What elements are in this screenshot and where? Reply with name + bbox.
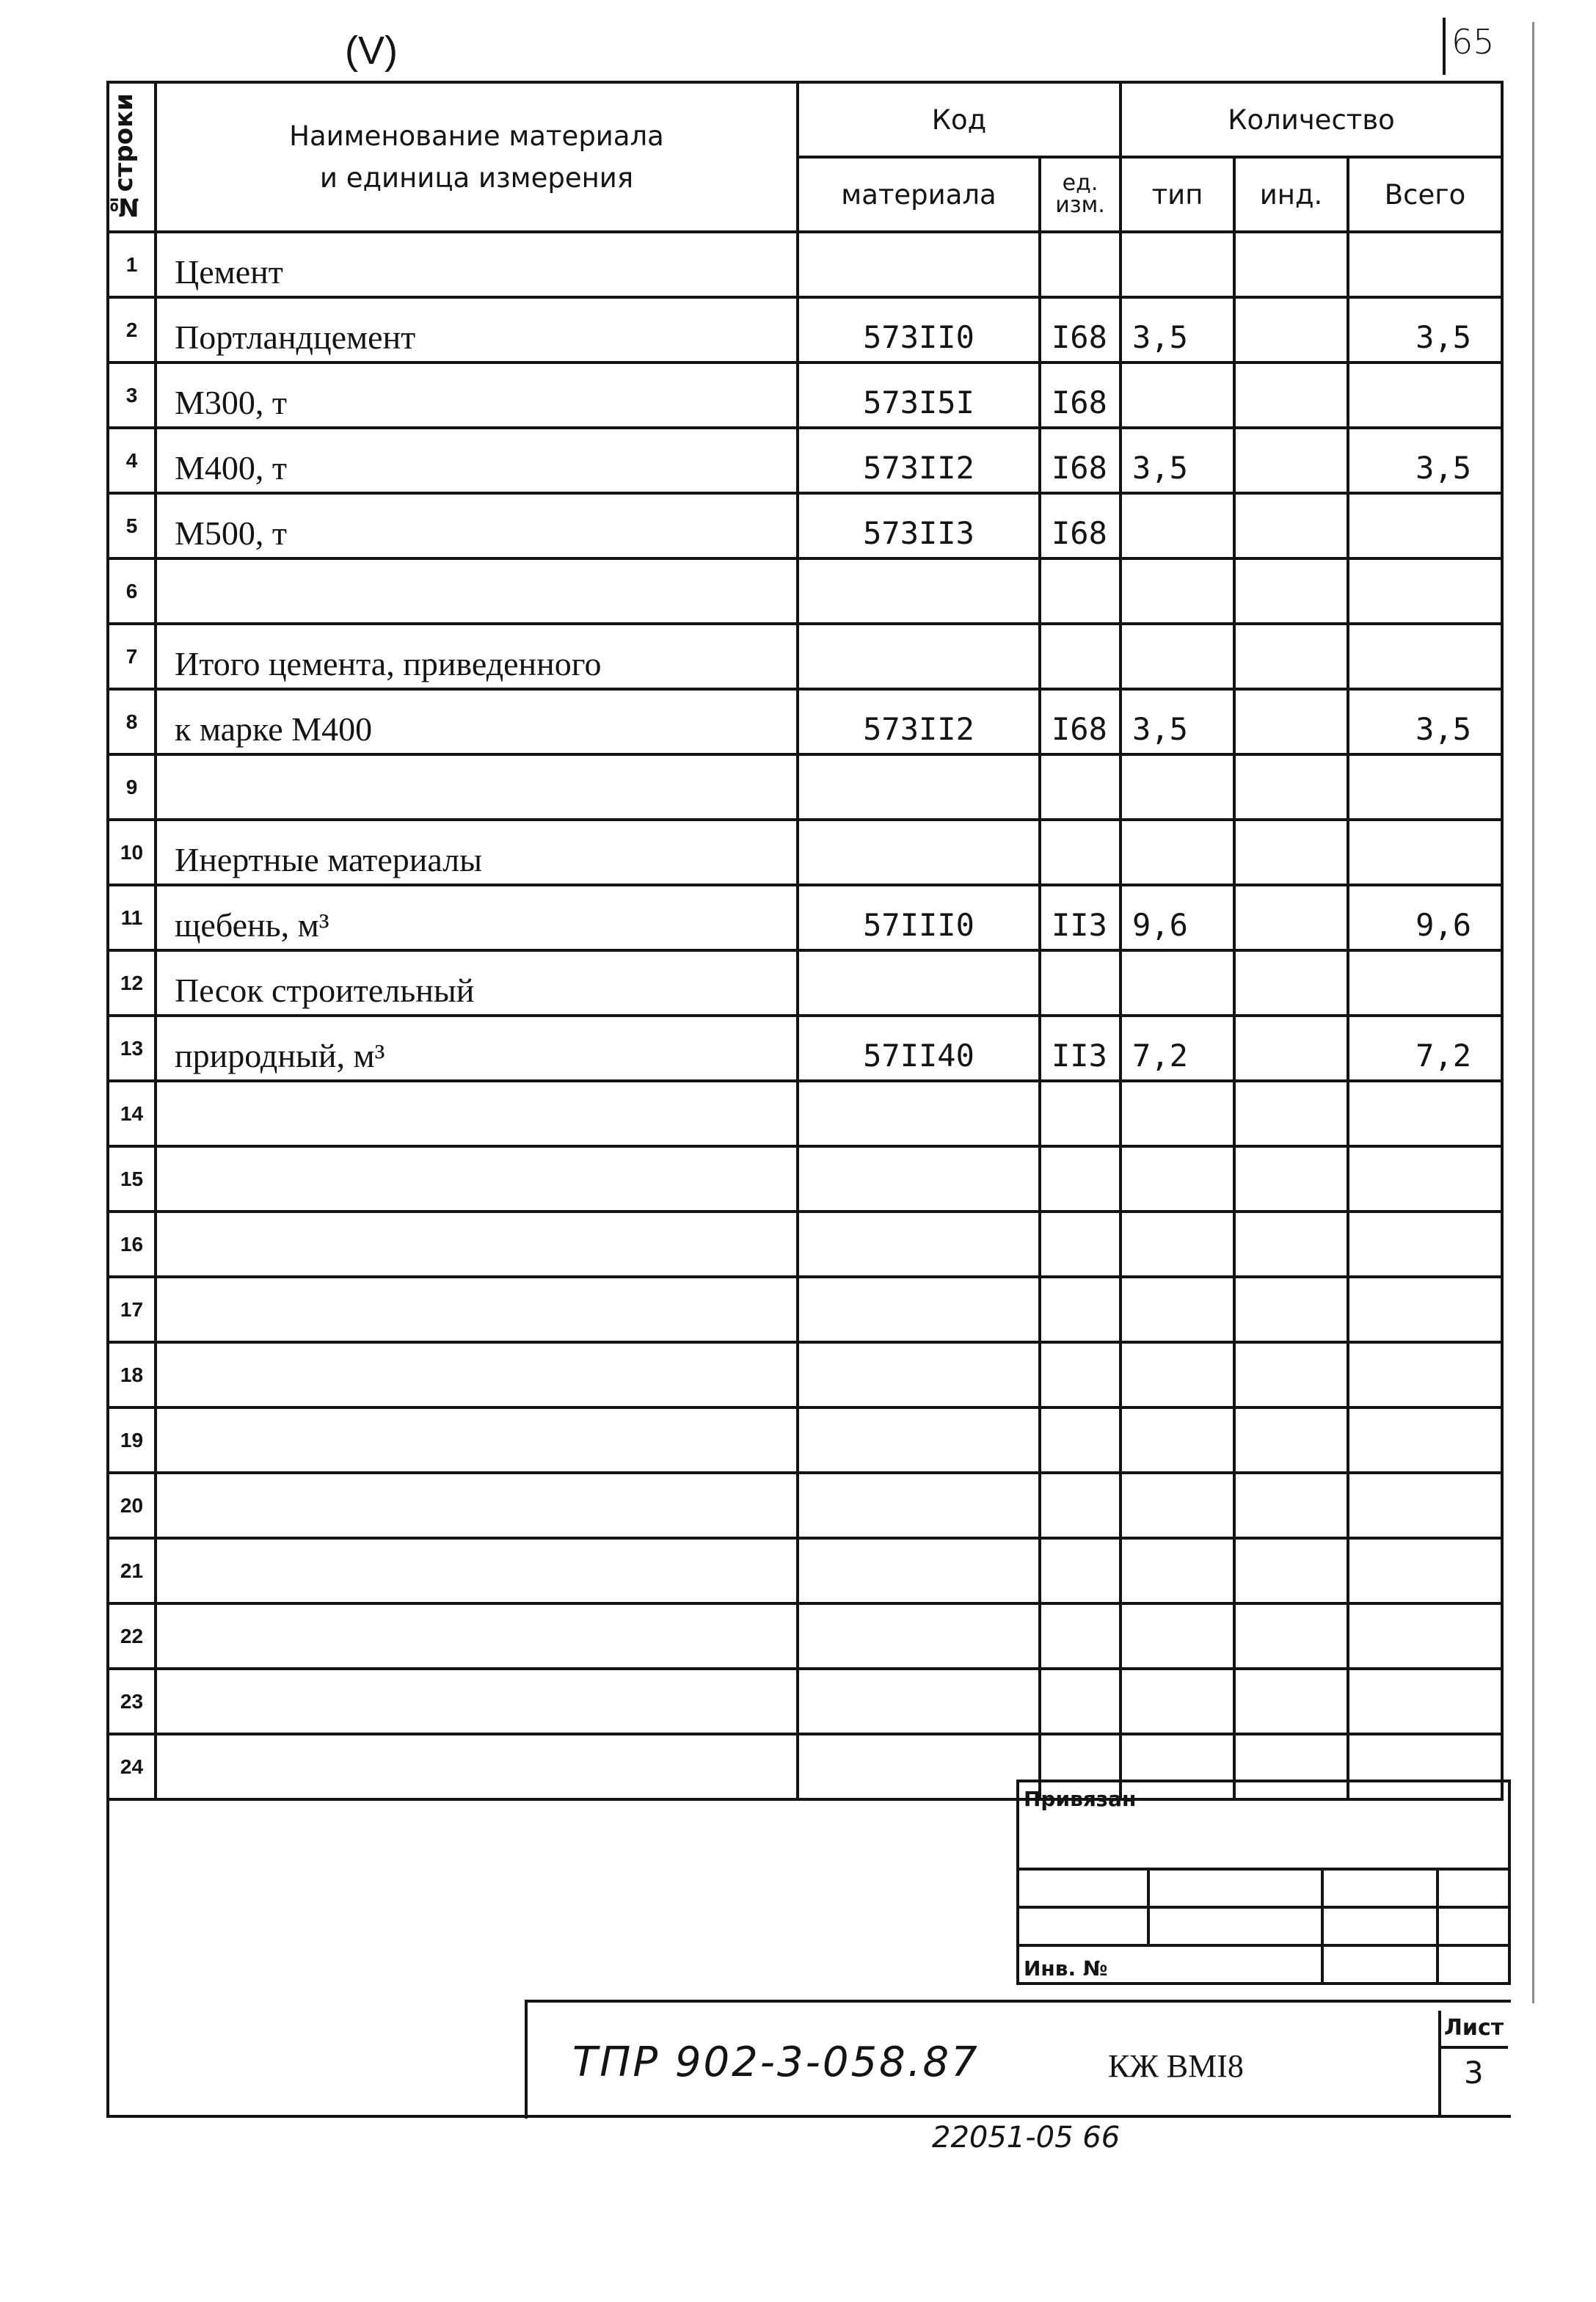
quantity-total xyxy=(1348,1407,1502,1473)
row-number: 11 xyxy=(108,885,156,950)
material-name: Цемент xyxy=(156,232,798,297)
quantity-total xyxy=(1348,1146,1502,1212)
header-quantity: Количество xyxy=(1121,82,1502,157)
quantity-type xyxy=(1121,558,1234,624)
quantity-type xyxy=(1121,1342,1234,1407)
row-number: 1 xyxy=(108,232,156,297)
material-code xyxy=(798,232,1040,297)
quantity-ind xyxy=(1234,1212,1348,1277)
material-name xyxy=(156,1603,798,1669)
quantity-type xyxy=(1121,624,1234,689)
table-row xyxy=(108,1146,1502,1212)
unit-code xyxy=(1040,558,1121,624)
page-number-divider xyxy=(1443,18,1446,75)
quantity-type xyxy=(1121,1538,1234,1603)
quantity-ind xyxy=(1234,1603,1348,1669)
table-row xyxy=(108,1538,1502,1603)
quantity-ind xyxy=(1234,428,1348,493)
material-name xyxy=(156,1277,798,1342)
row-number: 7 xyxy=(108,624,156,689)
row-number: 16 xyxy=(108,1212,156,1277)
stamp-cell xyxy=(1438,1945,1509,1984)
material-code xyxy=(798,1146,1040,1212)
row-number: 5 xyxy=(108,493,156,558)
unit-code xyxy=(1040,1342,1121,1407)
quantity-total xyxy=(1348,493,1502,558)
quantity-total: 7,2 xyxy=(1348,1016,1502,1081)
quantity-ind xyxy=(1234,363,1348,428)
table-row xyxy=(108,1342,1502,1407)
material-code xyxy=(798,1407,1040,1473)
material-name: М500, т xyxy=(156,493,798,558)
material-name xyxy=(156,1081,798,1146)
material-name xyxy=(156,558,798,624)
quantity-ind xyxy=(1234,1016,1348,1081)
material-name xyxy=(156,1473,798,1538)
quantity-total xyxy=(1348,1212,1502,1277)
quantity-total: 3,5 xyxy=(1348,689,1502,754)
material-code xyxy=(798,1538,1040,1603)
sheet-label: Лист xyxy=(1444,2015,1504,2041)
quantity-type: 3,5 xyxy=(1121,297,1234,363)
material-code xyxy=(798,1081,1040,1146)
header-code-unit-line1: ед. xyxy=(1062,170,1098,196)
quantity-total xyxy=(1348,1603,1502,1669)
material-name: М400, т xyxy=(156,428,798,493)
material-name xyxy=(156,1146,798,1212)
row-number: 4 xyxy=(108,428,156,493)
quantity-total xyxy=(1348,1473,1502,1538)
table-row xyxy=(108,1277,1502,1342)
stamp-cell xyxy=(1148,1907,1322,1945)
unit-code xyxy=(1040,820,1121,885)
stamp-cell xyxy=(1018,1869,1148,1907)
quantity-type: 7,2 xyxy=(1121,1016,1234,1081)
header-material-name xyxy=(156,82,798,232)
quantity-ind xyxy=(1234,754,1348,820)
unit-code: I68 xyxy=(1040,428,1121,493)
row-number: 8 xyxy=(108,689,156,754)
material-name: к марке М400 xyxy=(156,689,798,754)
quantity-type: 3,5 xyxy=(1121,689,1234,754)
quantity-type xyxy=(1121,1212,1234,1277)
quantity-total xyxy=(1348,950,1502,1016)
row-number: 9 xyxy=(108,754,156,820)
table-body xyxy=(108,232,1502,1799)
quantity-total xyxy=(1348,1538,1502,1603)
quantity-ind xyxy=(1234,297,1348,363)
quantity-type xyxy=(1121,363,1234,428)
material-code xyxy=(798,1342,1040,1407)
quantity-total: 3,5 xyxy=(1348,297,1502,363)
quantity-type xyxy=(1121,950,1234,1016)
header-code-unit xyxy=(1040,157,1121,232)
unit-code: I68 xyxy=(1040,689,1121,754)
unit-code: II3 xyxy=(1040,1016,1121,1081)
row-number: 17 xyxy=(108,1277,156,1342)
quantity-type xyxy=(1121,1473,1234,1538)
quantity-ind xyxy=(1234,624,1348,689)
quantity-total: 3,5 xyxy=(1348,428,1502,493)
material-name: щебень, м³ xyxy=(156,885,798,950)
quantity-ind xyxy=(1234,885,1348,950)
material-code: 573II3 xyxy=(798,493,1040,558)
row-number: 20 xyxy=(108,1473,156,1538)
table-row xyxy=(108,1473,1502,1538)
unit-code xyxy=(1040,950,1121,1016)
quantity-ind xyxy=(1234,950,1348,1016)
quantity-total xyxy=(1348,820,1502,885)
table-row xyxy=(108,493,1502,558)
table-row xyxy=(108,1603,1502,1669)
unit-code: II3 xyxy=(1040,885,1121,950)
quantity-ind xyxy=(1234,689,1348,754)
unit-code xyxy=(1040,232,1121,297)
quantity-total xyxy=(1348,363,1502,428)
quantity-total xyxy=(1348,624,1502,689)
row-number: 6 xyxy=(108,558,156,624)
header-qty-type: тип xyxy=(1121,157,1234,232)
quantity-total xyxy=(1348,1277,1502,1342)
unit-code xyxy=(1040,1473,1121,1538)
inv-label: Инв. № xyxy=(1024,1956,1108,1981)
stamp-cell xyxy=(1148,1869,1322,1907)
row-number: 15 xyxy=(108,1146,156,1212)
unit-code xyxy=(1040,1603,1121,1669)
quantity-total xyxy=(1348,1342,1502,1407)
quantity-type xyxy=(1121,1603,1234,1669)
material-code xyxy=(798,1277,1040,1342)
row-number: 22 xyxy=(108,1603,156,1669)
unit-code xyxy=(1040,1407,1121,1473)
header-qty-ind: инд. xyxy=(1234,157,1348,232)
table-row xyxy=(108,885,1502,950)
table-row xyxy=(108,1016,1502,1081)
material-code: 573II2 xyxy=(798,428,1040,493)
corner-mark: (V) xyxy=(345,29,398,73)
unit-code xyxy=(1040,1212,1121,1277)
quantity-type xyxy=(1121,1146,1234,1212)
material-name: Песок строительный xyxy=(156,950,798,1016)
quantity-type xyxy=(1121,820,1234,885)
quantity-type xyxy=(1121,1277,1234,1342)
quantity-type xyxy=(1121,1407,1234,1473)
table-row xyxy=(108,754,1502,820)
quantity-total xyxy=(1348,558,1502,624)
material-code xyxy=(798,1212,1040,1277)
table-row xyxy=(108,1081,1502,1146)
table-row xyxy=(108,428,1502,493)
material-code: 573II2 xyxy=(798,689,1040,754)
header-name-line1: Наименование материала xyxy=(289,120,664,152)
quantity-ind xyxy=(1234,820,1348,885)
row-number: 19 xyxy=(108,1407,156,1473)
unit-code: I68 xyxy=(1040,297,1121,363)
table-row xyxy=(108,363,1502,428)
linked-stamp xyxy=(1016,1780,1511,1985)
material-code xyxy=(798,1603,1040,1669)
material-name: Инертные материалы xyxy=(156,820,798,885)
document-code: ТПР 902-3-058.87 xyxy=(572,2039,980,2086)
right-edge-rule xyxy=(1532,22,1534,2003)
linked-label: Привязан xyxy=(1024,1787,1137,1811)
material-code: 573I5I xyxy=(798,363,1040,428)
stamp-cell xyxy=(1438,1869,1509,1907)
material-code xyxy=(798,754,1040,820)
material-code xyxy=(798,950,1040,1016)
header-qty-total: Всего xyxy=(1348,157,1502,232)
table-row xyxy=(108,1407,1502,1473)
material-name xyxy=(156,1342,798,1407)
material-code xyxy=(798,820,1040,885)
quantity-ind xyxy=(1234,1277,1348,1342)
stamp-cell xyxy=(1322,1869,1438,1907)
quantity-type xyxy=(1121,232,1234,297)
quantity-ind xyxy=(1234,493,1348,558)
material-code xyxy=(798,558,1040,624)
sheet-divider xyxy=(1438,2046,1508,2049)
material-code xyxy=(798,1473,1040,1538)
material-name xyxy=(156,1212,798,1277)
row-number: 13 xyxy=(108,1016,156,1081)
quantity-ind xyxy=(1234,1342,1348,1407)
quantity-ind xyxy=(1234,1081,1348,1146)
material-name: М300, т xyxy=(156,363,798,428)
row-number: 24 xyxy=(108,1734,156,1799)
quantity-type xyxy=(1121,1081,1234,1146)
quantity-ind xyxy=(1234,1538,1348,1603)
material-code: 57II40 xyxy=(798,1016,1040,1081)
quantity-type: 9,6 xyxy=(1121,885,1234,950)
row-number: 10 xyxy=(108,820,156,885)
unit-code: I68 xyxy=(1040,363,1121,428)
material-code xyxy=(798,624,1040,689)
row-number: 12 xyxy=(108,950,156,1016)
material-name: Портландцемент xyxy=(156,297,798,363)
header-name-line2: и единица измерения xyxy=(319,162,634,194)
material-name xyxy=(156,1538,798,1603)
header-row-number xyxy=(108,82,156,232)
unit-code xyxy=(1040,754,1121,820)
header-code-unit-line2: изм. xyxy=(1055,192,1105,218)
quantity-ind xyxy=(1234,1473,1348,1538)
quantity-ind xyxy=(1234,1146,1348,1212)
row-number: 18 xyxy=(108,1342,156,1407)
quantity-type: 3,5 xyxy=(1121,428,1234,493)
table-row xyxy=(108,558,1502,624)
header-code-material: материала xyxy=(798,157,1040,232)
material-code: 573II0 xyxy=(798,297,1040,363)
quantity-total xyxy=(1348,1081,1502,1146)
unit-code xyxy=(1040,1277,1121,1342)
material-name: природный, м³ xyxy=(156,1016,798,1081)
table-row xyxy=(108,1212,1502,1277)
unit-code xyxy=(1040,624,1121,689)
quantity-type xyxy=(1121,754,1234,820)
quantity-type xyxy=(1121,493,1234,558)
material-name xyxy=(156,754,798,820)
unit-code xyxy=(1040,1538,1121,1603)
row-number: 14 xyxy=(108,1081,156,1146)
stamp-cell xyxy=(1322,1907,1438,1945)
stamp-cell xyxy=(1438,1907,1509,1945)
sheet-number: 3 xyxy=(1464,2055,1484,2091)
table-row xyxy=(108,820,1502,885)
row-number: 21 xyxy=(108,1538,156,1603)
unit-code xyxy=(1040,1081,1121,1146)
archive-number: 22051-05 66 xyxy=(932,2121,1121,2155)
material-code: 57III0 xyxy=(798,885,1040,950)
table-row xyxy=(108,624,1502,689)
inv-cell xyxy=(1018,1945,1322,1984)
table-row xyxy=(108,297,1502,363)
quantity-total xyxy=(1348,754,1502,820)
quantity-ind xyxy=(1234,1407,1348,1473)
table-row xyxy=(108,232,1502,297)
quantity-total xyxy=(1348,232,1502,297)
unit-code: I68 xyxy=(1040,493,1121,558)
document-mark: КЖ ВМI8 xyxy=(1108,2048,1244,2084)
stamp-cell xyxy=(1322,1945,1438,1984)
material-name: Итого цемента, приведенного xyxy=(156,624,798,689)
row-number: 2 xyxy=(108,297,156,363)
header-row-number-label: №строки xyxy=(109,92,139,222)
table-row xyxy=(108,950,1502,1016)
unit-code xyxy=(1040,1146,1121,1212)
stamp-cell xyxy=(1018,1907,1148,1945)
materials-table xyxy=(106,81,1504,1801)
material-name xyxy=(156,1407,798,1473)
table-row xyxy=(108,689,1502,754)
header-code: Код xyxy=(798,82,1121,157)
row-number: 23 xyxy=(108,1669,156,1734)
quantity-ind xyxy=(1234,232,1348,297)
page-number: 65 xyxy=(1451,22,1495,62)
row-number: 3 xyxy=(108,363,156,428)
quantity-total: 9,6 xyxy=(1348,885,1502,950)
table-header xyxy=(108,82,1502,232)
quantity-ind xyxy=(1234,558,1348,624)
linked-cell xyxy=(1018,1781,1509,1869)
